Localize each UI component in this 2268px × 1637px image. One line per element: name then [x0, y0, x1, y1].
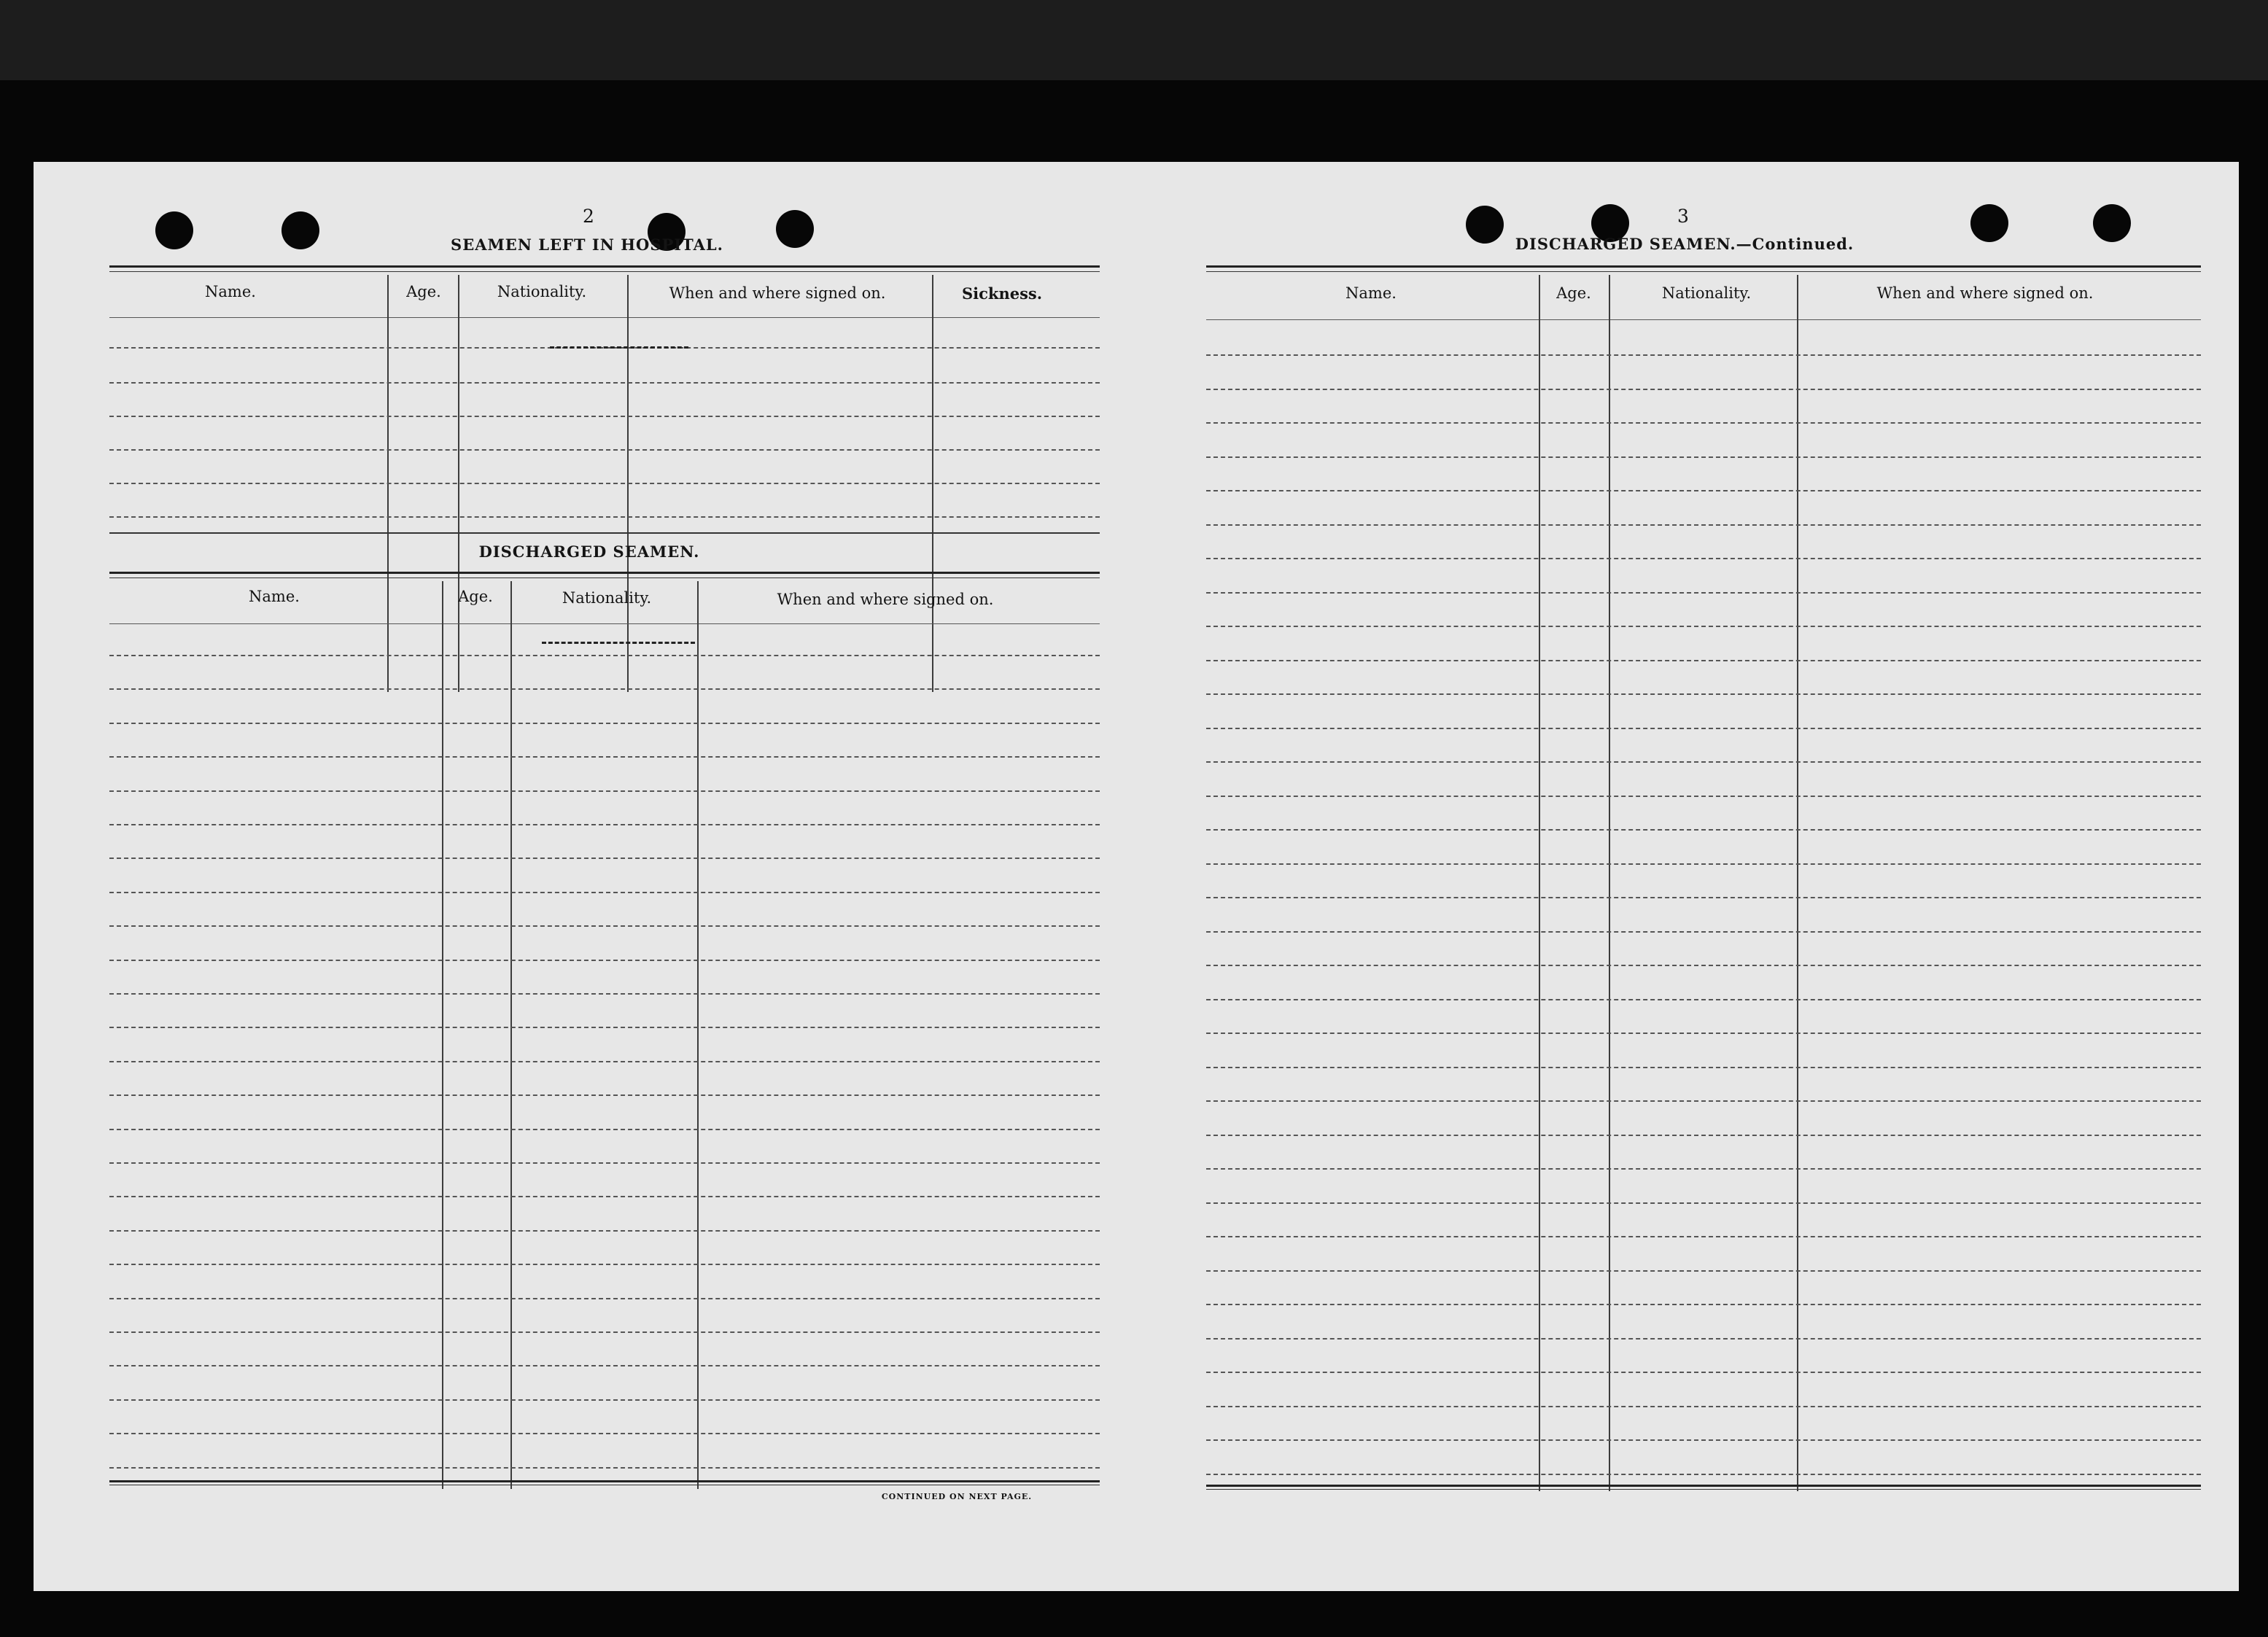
column-header-rule [109, 623, 1100, 624]
entry-line [109, 1433, 1100, 1434]
entry-line [109, 1027, 1100, 1028]
entry-line [1206, 728, 2201, 729]
column-divider [510, 581, 512, 1489]
entry-line [1206, 524, 2201, 526]
entry-line [1206, 829, 2201, 831]
entry-line [109, 993, 1100, 995]
scan-background [0, 0, 2268, 80]
entry-line [109, 416, 1100, 417]
discharged-section-title-left: DISCHARGED SEAMEN. [478, 543, 700, 561]
punch-hole [776, 210, 814, 248]
entry-line [1206, 863, 2201, 865]
register-spread [34, 162, 2239, 1591]
entry-line [1206, 1372, 2201, 1373]
entry-line [109, 1264, 1100, 1265]
entry-line [109, 756, 1100, 758]
entry-line [1206, 999, 2201, 1000]
entry-line [1206, 1474, 2201, 1475]
discharged-col-signed-on-right: When and where signed on. [1876, 284, 2094, 302]
entry-line [1206, 422, 2201, 424]
header-rule [109, 572, 1100, 574]
entry-line [109, 655, 1100, 656]
column-divider [442, 581, 443, 1489]
hospital-col-sickness: Sickness. [961, 284, 1043, 303]
entry-line [109, 790, 1100, 792]
punch-hole [2093, 204, 2131, 242]
hospital-col-age: Age. [406, 283, 441, 300]
discharged-col-name-left: Name. [249, 588, 300, 605]
entry-line [109, 1196, 1100, 1197]
column-divider [697, 581, 699, 1489]
entry-line [1206, 389, 2201, 390]
entry-line [1206, 965, 2201, 966]
entry-line [109, 1230, 1100, 1232]
entry-line [1206, 1439, 2201, 1441]
entry-line [109, 1331, 1100, 1333]
entry-line [1206, 1304, 2201, 1305]
entry-line [1206, 354, 2201, 356]
header-rule [109, 265, 1100, 268]
entry-line [109, 960, 1100, 961]
column-header-rule [1206, 319, 2201, 320]
page-number-right: 3 [1677, 206, 1689, 227]
hospital-col-nationality: Nationality. [497, 283, 587, 300]
dash-marks [550, 346, 688, 349]
discharged-col-nationality-left: Nationality. [562, 589, 652, 607]
discharged-col-age-right: Age. [1556, 284, 1591, 302]
entry-line [1206, 693, 2201, 695]
discharged-col-signed-on-left: When and where signed on. [777, 591, 994, 608]
footer-rule [1206, 1485, 2201, 1487]
entry-line [1206, 660, 2201, 661]
entry-line [109, 1061, 1100, 1062]
entry-line [1206, 1168, 2201, 1170]
entry-line [109, 858, 1100, 859]
entry-line [109, 1162, 1100, 1164]
header-rule [109, 271, 1100, 272]
entry-line [1206, 592, 2201, 594]
entry-line [1206, 1202, 2201, 1204]
entry-line [1206, 897, 2201, 898]
entry-line [109, 1094, 1100, 1096]
entry-line [109, 516, 1100, 518]
footer-rule [109, 1480, 1100, 1482]
footer-rule [1206, 1489, 2201, 1490]
discharged-col-age-left: Age. [458, 588, 493, 605]
entry-line [1206, 796, 2201, 797]
page-number-left: 2 [583, 206, 594, 227]
discharged-col-name-right: Name. [1345, 284, 1397, 302]
hospital-section-title: SEAMEN LEFT IN HOSPITAL. [451, 236, 723, 254]
discharged-section-title-right: DISCHARGED SEAMEN.—Continued. [1515, 235, 1855, 253]
entry-line [1206, 1270, 2201, 1272]
punch-hole [281, 211, 319, 249]
header-rule [1206, 265, 2201, 268]
entry-line [109, 824, 1100, 825]
entry-line [1206, 931, 2201, 933]
entry-line [1206, 558, 2201, 559]
continued-note: CONTINUED ON NEXT PAGE. [881, 1492, 1033, 1501]
entry-line [109, 1129, 1100, 1130]
entry-line [109, 1365, 1100, 1366]
column-header-rule [109, 317, 1100, 318]
entry-line [1206, 1338, 2201, 1339]
entry-line [1206, 1067, 2201, 1068]
entry-line [1206, 1236, 2201, 1237]
hospital-col-signed-on: When and where signed on. [669, 284, 886, 302]
entry-line [1206, 490, 2201, 491]
entry-line [1206, 761, 2201, 763]
section-rule [109, 532, 1100, 534]
entry-line [109, 483, 1100, 484]
entry-line [109, 892, 1100, 893]
punch-hole [1970, 204, 2008, 242]
entry-line [109, 688, 1100, 690]
entry-line [1206, 1135, 2201, 1136]
entry-line [1206, 1033, 2201, 1034]
dash-marks [542, 642, 695, 644]
entry-line [109, 1298, 1100, 1299]
entry-line [1206, 1406, 2201, 1407]
punch-hole [155, 211, 193, 249]
entry-line [1206, 456, 2201, 458]
entry-line [1206, 626, 2201, 627]
entry-line [109, 925, 1100, 927]
entry-line [109, 1467, 1100, 1469]
entry-line [109, 1399, 1100, 1401]
entry-line [109, 723, 1100, 724]
entry-line [1206, 1100, 2201, 1102]
discharged-col-nationality-right: Nationality. [1661, 284, 1752, 302]
hospital-col-name: Name. [205, 283, 256, 300]
entry-line [109, 382, 1100, 384]
entry-line [109, 449, 1100, 451]
header-rule [1206, 271, 2201, 272]
punch-hole [1466, 206, 1504, 244]
